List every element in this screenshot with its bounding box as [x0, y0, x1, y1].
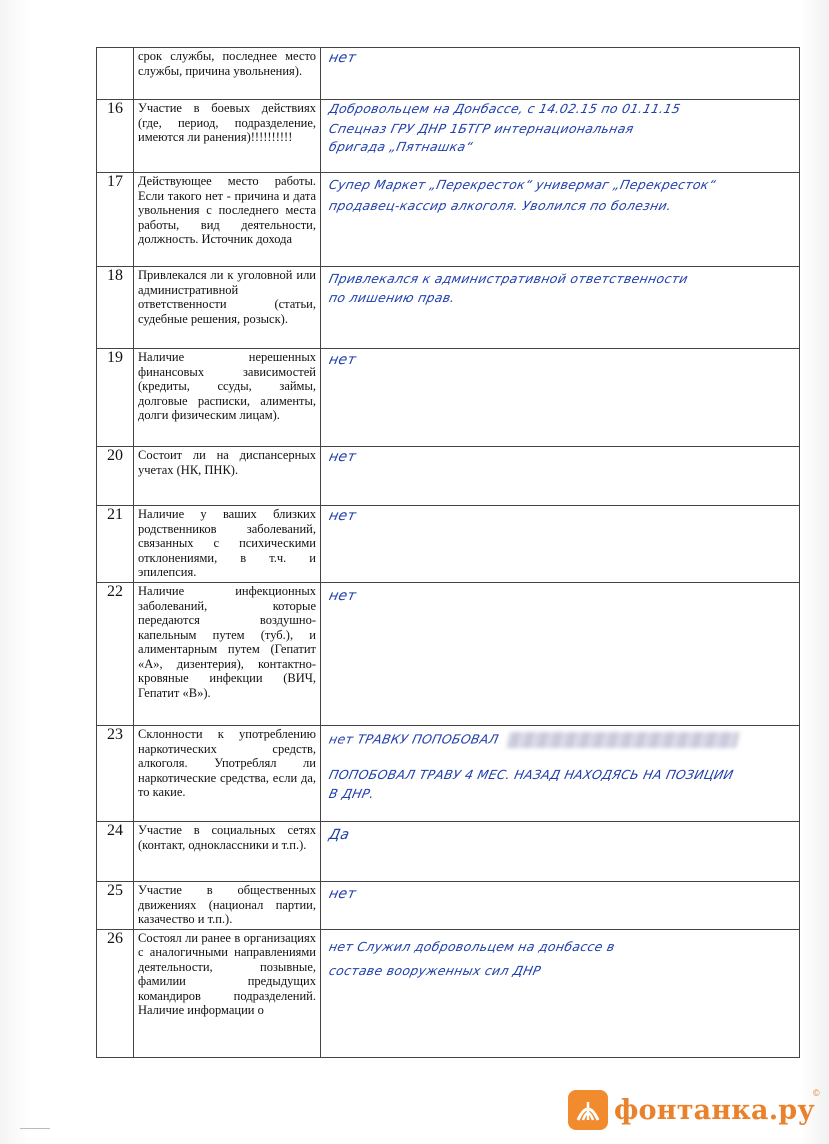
answer-cell: [321, 822, 800, 882]
table-row: [97, 726, 800, 822]
answer-cell: [321, 929, 800, 1057]
handwritten-answer: по лишению прав.: [327, 290, 457, 305]
table-row: [97, 349, 800, 447]
table-row: [97, 583, 800, 726]
handwritten-answer: Спецназ ГРУ ДНР 1БТГР интернациональная: [327, 121, 636, 136]
handwritten-answer: нет: [327, 449, 358, 465]
handwritten-answer: составе вооруженных сил ДНР: [327, 962, 543, 978]
question-text: Участие в боевых действиях (где, период, подразделение, имеются ли ранения)!!!!!!!!!!: [134, 100, 321, 173]
question-text: Участие в социальных сетях (контакт, одноклассники и т.п.).: [134, 822, 321, 882]
answer-cell: [321, 726, 800, 822]
answer-cell: [321, 447, 800, 506]
fontanka-logo-text: фонтанка.ру: [614, 1094, 815, 1126]
row-number: 24: [97, 822, 134, 882]
question-text: Наличие нерешенных финансовых зависимостей (кредиты, ссуды, займы, долговые расписки, алименты, долги физическим лицам).: [134, 349, 321, 447]
answer-cell: [321, 48, 800, 100]
row-number: 25: [97, 882, 134, 930]
fontanka-logo-icon: [568, 1090, 608, 1130]
row-number: 17: [97, 173, 134, 267]
table-row: [97, 882, 800, 930]
question-text: Склонности к употреблению наркотических средств, алкоголя. Употреблял ли наркотические средства, если да, то какие.: [134, 726, 321, 822]
handwritten-answer: Привлекался к административной ответственности: [327, 271, 690, 286]
answer-cell: [321, 583, 800, 726]
row-number: 16: [97, 100, 134, 173]
handwritten-answer: Добровольцем на Донбассе, с 14.02.15 по 01.11.15: [327, 101, 682, 116]
question-text: Наличие инфекционных заболеваний, которые передаются воздушно-капельным путем (туб.), и алиментарным путем (Гепатит «А», дизентерия), контактно-кровяные инфекции (ВИЧ, Гепатит «В»).: [134, 583, 321, 726]
handwritten-answer: Да: [327, 827, 351, 843]
question-text: Действующее место работы. Если такого нет - причина и дата увольнения с последнего места работы, вид деятельности, должность. Источник дохода: [134, 173, 321, 267]
handwritten-answer: продавец-кассир алкоголя. Уволился по болезни.: [327, 198, 674, 213]
handwritten-answer: нет: [327, 886, 358, 902]
answer-cell: [321, 506, 800, 583]
question-text: срок службы, последнее место службы, причина увольнения).: [134, 48, 321, 100]
table-row: [97, 506, 800, 583]
scan-mark: [20, 1128, 50, 1129]
table-row: [97, 447, 800, 506]
row-number: 22: [97, 583, 134, 726]
redacted-area: [507, 732, 740, 748]
question-text: Наличие у ваших близких родственников заболеваний, связанных с психическими отклонениями, в т.ч. и эпилепсия.: [134, 506, 321, 583]
handwritten-answer: нет: [327, 508, 358, 524]
row-number: 19: [97, 349, 134, 447]
row-number: 20: [97, 447, 134, 506]
table-row: [97, 822, 800, 882]
handwritten-answer: бригада „Пятнашка“: [327, 139, 475, 154]
handwritten-answer: ПОПОБОВАЛ ТРАВУ 4 МЕС. НАЗАД НАХОДЯСЬ НА ПОЗИЦИИ: [327, 767, 735, 782]
row-number: 26: [97, 929, 134, 1057]
row-number: 23: [97, 726, 134, 822]
answer-cell: [321, 100, 800, 173]
handwritten-answer: В ДНР.: [327, 786, 376, 801]
table-row: [97, 100, 800, 173]
table-row: [97, 173, 800, 267]
handwritten-answer: нет Служил добровольцем на донбассе в: [327, 938, 617, 954]
handwritten-answer: Супер Маркет „Перекресток“ универмаг „Перекресток“: [327, 177, 718, 192]
answer-cell: [321, 882, 800, 930]
answer-cell: [321, 267, 800, 349]
questionnaire-table: [96, 47, 800, 1058]
question-text: Состоял ли ранее в организациях с аналогичными направлениями деятельности, позывные, фамилии предыдущих командиров подразделений. Наличие информации о: [134, 929, 321, 1057]
row-number: [97, 48, 134, 100]
handwritten-answer: [327, 732, 740, 748]
table-row: [97, 929, 800, 1057]
handwritten-answer-text: нет ТРАВКУ ПОПОБОВАЛ: [327, 731, 501, 747]
handwritten-answer: нет: [327, 588, 358, 604]
copyright-mark: ©: [813, 1088, 820, 1098]
answer-cell: [321, 173, 800, 267]
row-number: 18: [97, 267, 134, 349]
table-row: [97, 267, 800, 349]
fontanka-logo: [568, 1086, 815, 1134]
row-number: 21: [97, 506, 134, 583]
question-text: Привлекался ли к уголовной или административной ответственности (статьи, судебные решения, розыск).: [134, 267, 321, 349]
question-text: Участие в общественных движениях (национал партии, казачество и т.п.).: [134, 882, 321, 930]
question-text: Состоит ли на диспансерных учетах (НК, ПНК).: [134, 447, 321, 506]
table-row: [97, 48, 800, 100]
handwritten-answer: нет: [327, 352, 358, 368]
handwritten-answer: нет: [327, 50, 358, 66]
answer-cell: [321, 349, 800, 447]
